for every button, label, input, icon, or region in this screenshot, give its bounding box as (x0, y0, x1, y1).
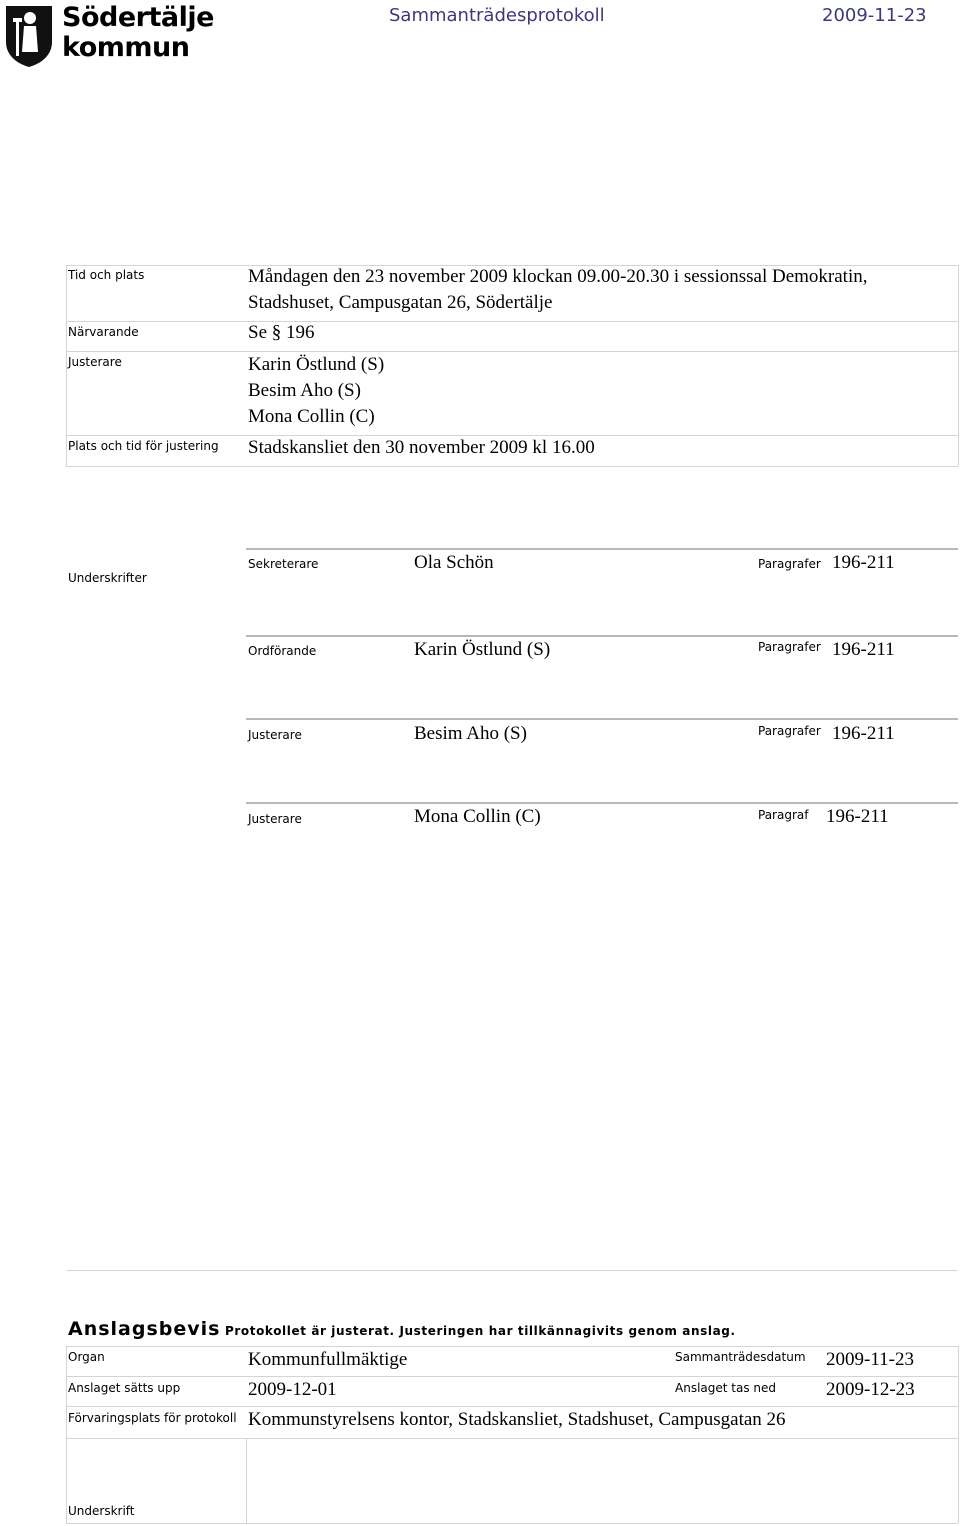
removed-label: Anslaget tas ned (675, 1381, 777, 1395)
signature-para-value: 196-211 (832, 639, 895, 660)
adjustment-place-label: Plats och tid för justering (68, 439, 219, 453)
storage-label: Förvaringsplats för protokoll (68, 1411, 237, 1425)
signature-para-value: 196-211 (832, 723, 895, 744)
info-table-border (66, 435, 958, 436)
posting-table-border (66, 1523, 958, 1524)
logo (4, 2, 214, 68)
organ-value: Kommunfullmäktige (248, 1349, 408, 1370)
signature-line (246, 802, 958, 804)
logo-text-line1: Södertälje (62, 2, 214, 33)
organ-label: Organ (68, 1350, 105, 1364)
meeting-date-label: Sammanträdesdatum (675, 1350, 806, 1364)
signature-name: Ola Schön (414, 552, 494, 573)
posting-certificate-subtitle: Protokollet är justerat. Justeringen har tillkännagivits genom anslag. (225, 1324, 736, 1338)
signature-name: Mona Collin (C) (414, 806, 541, 827)
signature-para-label: Paragrafer (758, 640, 821, 654)
posting-table-border (66, 1376, 958, 1377)
posting-table-border (246, 1438, 247, 1523)
signature-name: Karin Östlund (S) (414, 639, 551, 660)
signature-para-label: Paragrafer (758, 724, 821, 738)
signature-para-label: Paragraf (758, 808, 809, 822)
present-value: Se § 196 (248, 322, 315, 343)
coat-of-arms-icon (4, 4, 54, 68)
storage-value: Kommunstyrelsens kontor, Stadskansliet, Stadshuset, Campusgatan 26 (248, 1409, 786, 1430)
posting-table-border (958, 1346, 959, 1523)
document-date: 2009-11-23 (822, 5, 927, 26)
info-table-border (66, 265, 67, 466)
posting-certificate-title: Anslagsbevis (68, 1318, 221, 1340)
posting-table-border (66, 1346, 958, 1347)
signature-line (246, 718, 958, 720)
adjusters-label: Justerare (68, 355, 122, 369)
posted-label: Anslaget sätts upp (68, 1381, 181, 1395)
signature-line (246, 548, 958, 550)
signature-role: Ordförande (248, 644, 317, 658)
signature-role: Sekreterare (248, 557, 319, 571)
adjuster-1: Karin Östlund (S) (248, 354, 385, 375)
info-table-border (958, 265, 959, 466)
signature-para-label: Paragrafer (758, 557, 821, 571)
signature-role: Justerare (248, 728, 302, 742)
info-table-border (66, 351, 958, 352)
document-title: Sammanträdesprotokoll (389, 5, 605, 26)
present-label: Närvarande (68, 325, 139, 339)
removed-value: 2009-12-23 (826, 1379, 915, 1400)
signature-label: Underskrift (68, 1504, 135, 1518)
section-divider (66, 1270, 958, 1271)
time-place-value-line1: Måndagen den 23 november 2009 klockan 09.00-20.30 i sessionssal Demokratin, (248, 266, 868, 287)
signature-line (246, 635, 958, 637)
info-table-border (66, 466, 958, 467)
logo-text-line2: kommun (62, 32, 190, 63)
signature-para-value: 196-211 (832, 552, 895, 573)
posting-table-border (66, 1406, 958, 1407)
adjustment-place-value: Stadskansliet den 30 november 2009 kl 16.00 (248, 437, 595, 458)
signature-role: Justerare (248, 812, 302, 826)
signature-name: Besim Aho (S) (414, 723, 527, 744)
time-place-label: Tid och plats (68, 268, 145, 282)
posted-value: 2009-12-01 (248, 1379, 337, 1400)
adjuster-2: Besim Aho (S) (248, 380, 361, 401)
info-table-border (66, 321, 958, 322)
posting-table-border (66, 1438, 958, 1439)
signatures-heading: Underskrifter (68, 571, 147, 585)
posting-table-border (66, 1346, 67, 1523)
adjuster-3: Mona Collin (C) (248, 406, 375, 427)
meeting-date-value: 2009-11-23 (826, 1349, 914, 1370)
signature-para-value: 196-211 (826, 806, 889, 827)
time-place-value-line2: Stadshuset, Campusgatan 26, Södertälje (248, 292, 553, 313)
